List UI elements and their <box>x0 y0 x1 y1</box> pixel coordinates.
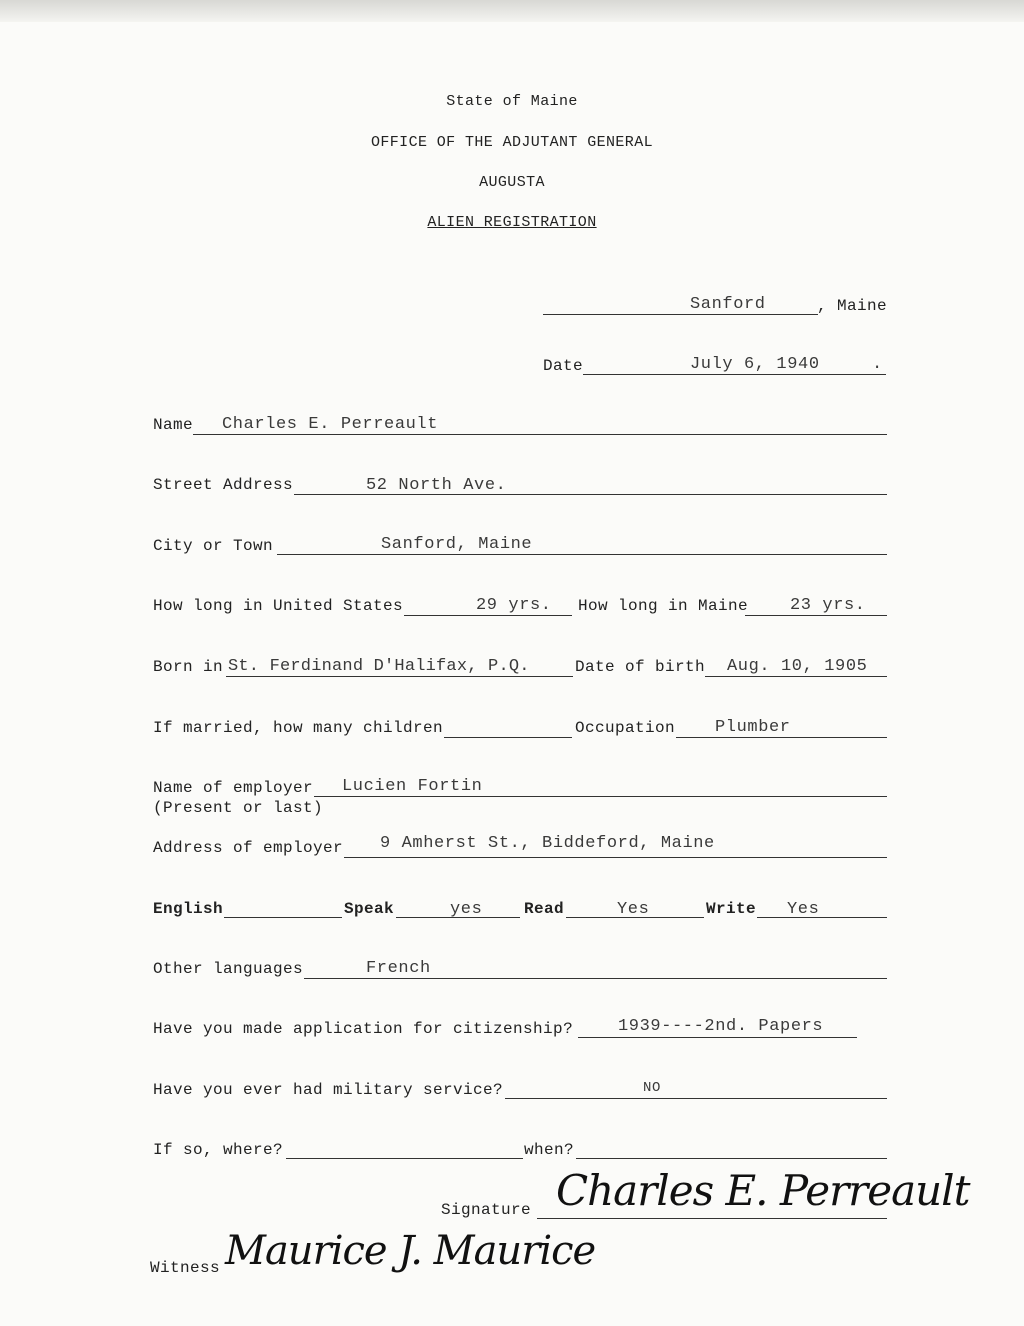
maine-years-line <box>745 615 887 616</box>
name-value: Charles E. Perreault <box>222 415 439 434</box>
children-line <box>444 737 572 738</box>
occupation-line <box>676 737 887 738</box>
other-languages-label: Other languages <box>153 960 304 978</box>
speak-label: Speak <box>344 900 395 918</box>
employer-address-value: 9 Amherst St., Biddeford, Maine <box>380 834 715 853</box>
dob-label: Date of birth <box>575 658 706 676</box>
employer-sublabel: (Present or last) <box>153 799 324 817</box>
state-heading: State of Maine <box>446 93 578 110</box>
military-line <box>505 1098 887 1099</box>
speak-value: yes <box>450 900 483 919</box>
maine-years-label: How long in Maine <box>578 597 749 615</box>
employer-label: Name of employer <box>153 779 314 797</box>
maine-years-value: 23 yrs. <box>790 596 866 615</box>
place-line <box>543 314 818 315</box>
us-years-value: 29 yrs. <box>476 596 552 615</box>
signature-handwriting: Charles E. Perreault <box>556 1166 970 1215</box>
date-label: Date <box>543 357 584 375</box>
office-heading: OFFICE OF THE ADJUTANT GENERAL <box>370 134 654 151</box>
english-label: English <box>153 900 224 918</box>
occupation-label: Occupation <box>575 719 676 737</box>
citizenship-value: 1939----2nd. Papers <box>618 1017 824 1036</box>
when-label: when? <box>524 1141 575 1159</box>
place-value: Sanford <box>690 295 766 314</box>
english-line <box>224 917 342 918</box>
write-line <box>757 917 887 918</box>
born-value: St. Ferdinand D'Halifax, P.Q. <box>228 657 530 676</box>
city-line <box>277 554 887 555</box>
military-value: NO <box>643 1080 662 1096</box>
form-title: ALIEN REGISTRATION <box>427 214 597 231</box>
us-years-line <box>404 615 572 616</box>
us-years-label: How long in United States <box>153 597 404 615</box>
read-label: Read <box>524 900 565 918</box>
born-line <box>226 676 573 677</box>
witness-label: Witness <box>150 1259 221 1277</box>
dob-value: Aug. 10, 1905 <box>727 657 868 676</box>
date-line <box>583 374 886 375</box>
street-label: Street Address <box>153 476 294 494</box>
read-value: Yes <box>617 900 650 919</box>
citizenship-line <box>578 1037 857 1038</box>
citizenship-label: Have you made application for citizenship? <box>153 1020 574 1038</box>
dob-line <box>705 676 887 677</box>
write-label: Write <box>706 900 757 918</box>
children-label: If married, how many children <box>153 719 444 737</box>
date-value: July 6, 1940 <box>690 355 820 374</box>
witness-handwriting: Maurice J. Maurice <box>225 1228 596 1274</box>
scan-top-edge <box>0 0 1024 22</box>
street-value: 52 North Ave. <box>366 476 507 495</box>
when-line <box>576 1158 887 1159</box>
employer-value: Lucien Fortin <box>342 777 483 796</box>
place-suffix: , Maine <box>817 297 888 315</box>
city-heading: AUGUSTA <box>479 174 545 191</box>
name-line <box>193 434 887 435</box>
employer-address-label: Address of employer <box>153 839 344 857</box>
other-languages-line <box>304 978 887 979</box>
city-label: City or Town <box>153 537 274 555</box>
where-label: If so, where? <box>153 1141 284 1159</box>
name-label: Name <box>153 416 194 434</box>
other-languages-value: French <box>366 959 431 978</box>
write-value: Yes <box>787 900 820 919</box>
occupation-value: Plumber <box>715 718 791 737</box>
date-trail: . <box>872 355 883 374</box>
employer-address-line <box>344 857 887 858</box>
military-label: Have you ever had military service? <box>153 1081 504 1099</box>
signature-line <box>537 1218 887 1219</box>
city-value: Sanford, Maine <box>381 535 533 554</box>
employer-line <box>314 796 887 797</box>
born-label: Born in <box>153 658 224 676</box>
where-line <box>286 1158 523 1159</box>
signature-label: Signature <box>441 1201 532 1219</box>
